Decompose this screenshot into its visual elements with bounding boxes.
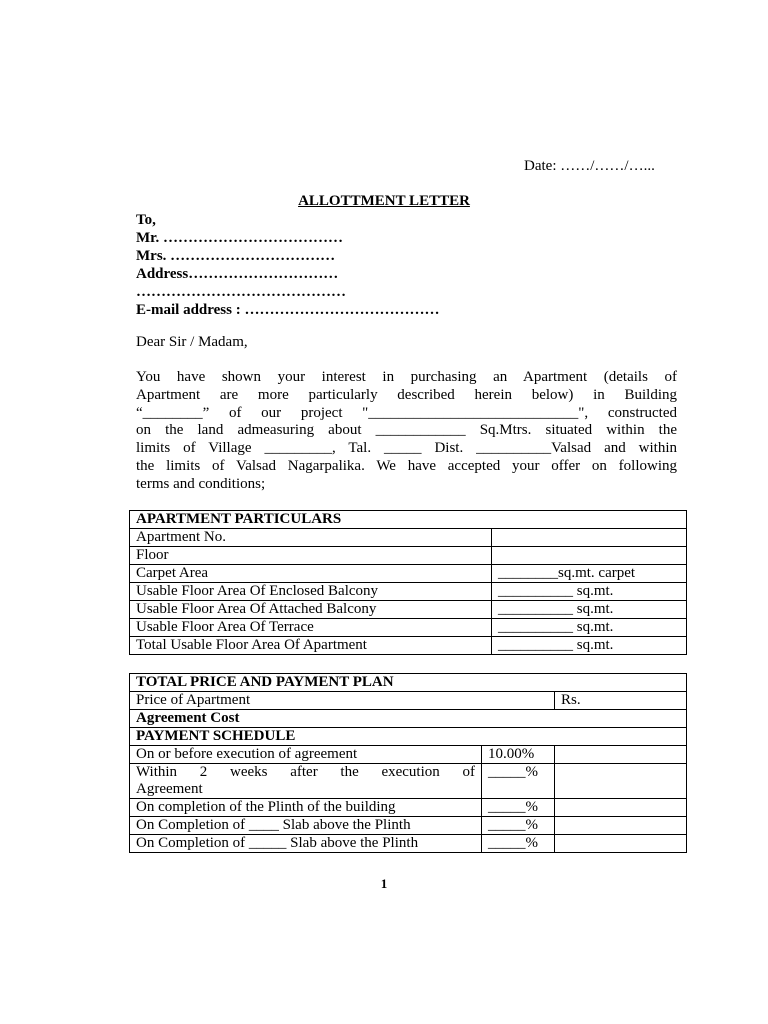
email-address-line: E-mail address : …………………………………	[136, 302, 440, 318]
schedule-percent: _____%	[482, 764, 555, 799]
schedule-label: On or before execution of agreement	[130, 746, 482, 764]
apartment-particulars-header: APARTMENT PARTICULARS	[130, 511, 687, 529]
schedule-percent: _____%	[482, 835, 555, 853]
table-header-row	[130, 511, 687, 529]
schedule-percent: _____%	[482, 799, 555, 817]
row-value: __________ sq.mt.	[492, 619, 687, 637]
schedule-label-line: Agreement	[136, 781, 203, 797]
table-row	[130, 529, 687, 547]
schedule-amount	[555, 746, 687, 764]
table-row	[130, 835, 687, 853]
row-label: Usable Floor Area Of Enclosed Balcony	[130, 583, 492, 601]
table-row	[130, 746, 687, 764]
apartment-particulars-table	[129, 510, 687, 655]
page-number: 1	[380, 876, 388, 891]
schedule-percent: 10.00%	[482, 746, 555, 764]
row-value: __________ sq.mt.	[492, 583, 687, 601]
row-label: Usable Floor Area Of Attached Balcony	[130, 601, 492, 619]
row-label: Usable Floor Area Of Terrace	[130, 619, 492, 637]
address-to: To,	[136, 212, 156, 228]
schedule-amount	[555, 817, 687, 835]
row-value	[492, 529, 687, 547]
price-plan-header: TOTAL PRICE AND PAYMENT PLAN	[130, 674, 687, 692]
document-title: ALLOTTMENT LETTER	[298, 193, 470, 209]
table-row	[130, 565, 687, 583]
table-row	[130, 728, 687, 746]
price-value: Rs.	[555, 692, 687, 710]
price-label: Price of Apartment	[130, 692, 555, 710]
agreement-cost-label: Agreement Cost	[130, 710, 687, 728]
table-row	[130, 637, 687, 655]
date-line: Date: ……/……/…...	[524, 158, 655, 174]
table-row	[130, 619, 687, 637]
row-label: Carpet Area	[130, 565, 492, 583]
row-label: Apartment No.	[130, 529, 492, 547]
address-mrs: Mrs. ……………………………	[136, 248, 336, 264]
schedule-amount	[555, 835, 687, 853]
row-value: __________ sq.mt.	[492, 637, 687, 655]
address-line: Address…………………………	[136, 266, 339, 282]
table-row	[130, 799, 687, 817]
table-row	[130, 601, 687, 619]
row-label: Floor	[130, 547, 492, 565]
table-row	[130, 692, 687, 710]
address-block	[136, 211, 439, 319]
schedule-label: On Completion of ____ Slab above the Plinth	[130, 817, 482, 835]
schedule-label: On completion of the Plinth of the building	[130, 799, 482, 817]
row-value: __________ sq.mt.	[492, 601, 687, 619]
row-value: ________sq.mt. carpet	[492, 565, 687, 583]
schedule-label-line: Within 2 weeks after the execution of	[136, 764, 475, 780]
schedule-label: On Completion of _____ Slab above the Plinth	[130, 835, 482, 853]
schedule-amount	[555, 799, 687, 817]
table-header-row	[130, 674, 687, 692]
table-row	[130, 817, 687, 835]
table-row	[130, 583, 687, 601]
price-payment-table	[129, 673, 687, 853]
salutation: Dear Sir / Madam,	[136, 334, 248, 350]
body-paragraph	[136, 369, 677, 494]
body-line: terms and conditions;	[136, 475, 266, 492]
schedule-label	[130, 764, 482, 799]
table-row	[130, 547, 687, 565]
address-line-continued: ……………………………………	[136, 284, 346, 300]
body-line: You have shown your interest in purchasing an Apartment (details of	[136, 369, 677, 385]
body-line: the limits of Valsad Nagarpalika. We have accepted your offer on following	[136, 457, 677, 474]
payment-schedule-header: PAYMENT SCHEDULE	[130, 728, 687, 746]
address-mr: Mr. ………………………………	[136, 230, 343, 246]
body-line: Apartment are more particularly described herein below) in Building	[136, 386, 677, 403]
body-line: on the land admeasuring about ____________ Sq.Mtrs. situated within the	[136, 422, 677, 439]
table-row	[130, 710, 687, 728]
table-row	[130, 764, 687, 799]
row-label: Total Usable Floor Area Of Apartment	[130, 637, 492, 655]
body-line: limits of Village _________, Tal. _____ Dist. __________Valsad and within	[136, 440, 677, 457]
schedule-amount	[555, 764, 687, 799]
body-line: “________” of our project "____________________________", constructed	[136, 404, 677, 421]
row-value	[492, 547, 687, 565]
schedule-percent: _____%	[482, 817, 555, 835]
